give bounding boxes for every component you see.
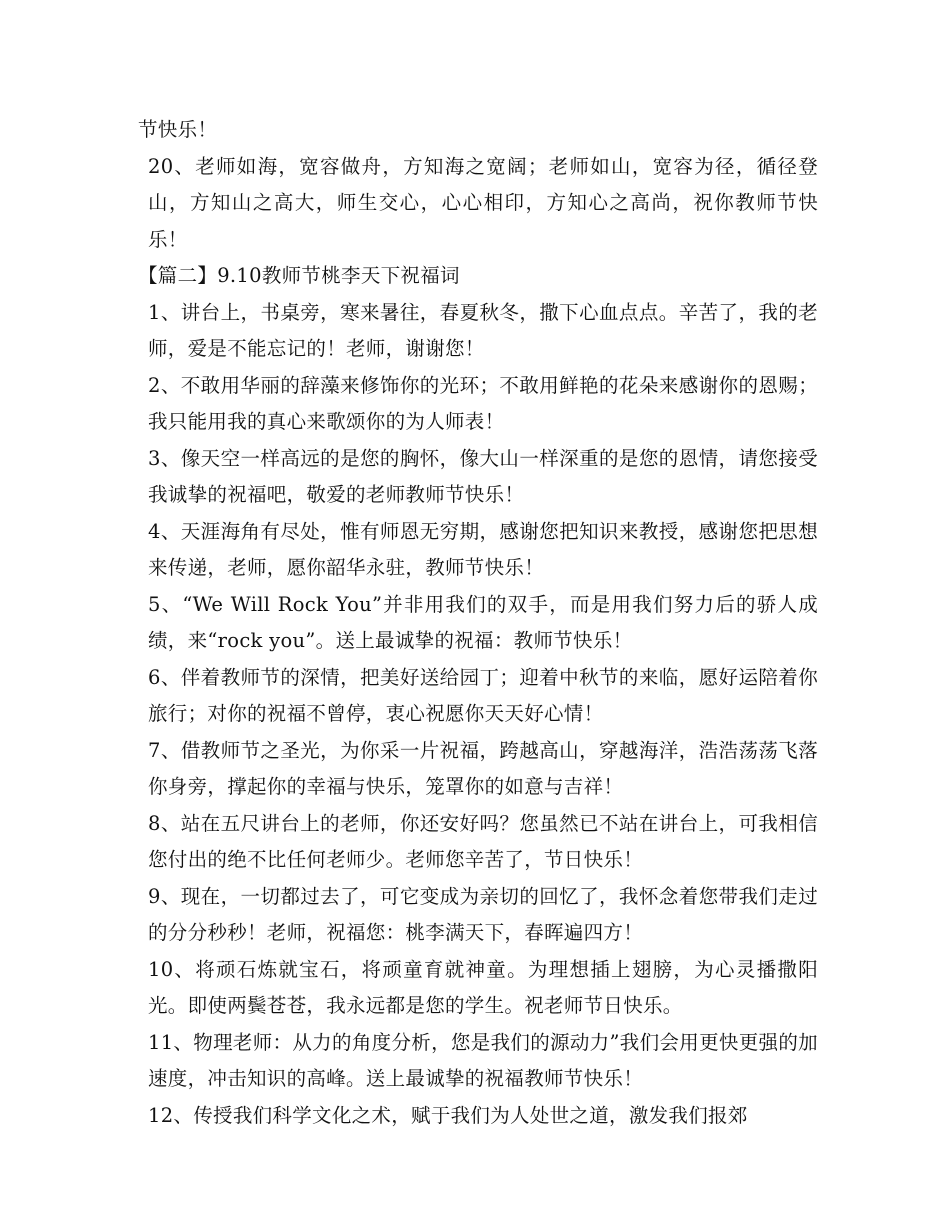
blessing-item-20: 20、老师如海，宽容做舟，方知海之宽阔；老师如山，宽容为径，循径登山，方知山之高大，师生交心，心心相印，方知心之高尚，祝你教师节快乐！ [148,154,818,251]
blessing-item-9: 9、现在，一切都过去了，可它变成为亲切的回忆了，我怀念着您带我们走过的分分秒秒！老师，祝福您：桃李满天下，春晖遍四方！ [148,884,818,944]
blessing-item-7: 7、借教师节之圣光，为你采一片祝福，跨越高山，穿越海洋，浩浩荡荡飞落你身旁，撑起你的幸福与快乐，笼罩你的如意与吉祥！ [148,738,818,798]
blessing-item-6: 6、伴着教师节的深情，把美好送给园丁；迎着中秋节的来临，愿好运陪着你旅行；对你的祝福不曾停，衷心祝愿你天天好心情！ [148,665,818,725]
blessing-item-10: 10、将顽石炼就宝石，将顽童育就神童。为理想插上翅膀，为心灵播撒阳光。即使两鬓苍苍，我永远都是您的学生。祝老师节日快乐。 [148,957,818,1017]
blessing-item-2: 2、不敢用华丽的辞藻来修饰你的光环；不敢用鲜艳的花朵来感谢你的恩赐；我只能用我的真心来歌颂你的为人师表！ [148,373,818,433]
document-body [138,112,818,1134]
blessing-item-5: 5、“We Will Rock You”并非用我们的双手，而是用我们努力后的骄人成绩，来“rock you”。送上最诚挚的祝福：教师节快乐！ [148,592,818,652]
blessing-item-12: 12、传授我们科学文化之术，赋于我们为人处世之道，激发我们报郊 [148,1103,748,1127]
blessing-item-3: 3、像天空一样高远的是您的胸怀，像大山一样深重的是您的恩情，请您接受我诚挚的祝福吧，敬爱的老师教师节快乐！ [148,446,818,506]
section-heading: 【篇二】9.10教师节桃李天下祝福词 [138,264,460,287]
blessing-item-4: 4、天涯海角有尽处，惟有师恩无穷期，感谢您把知识来教授，感谢您把思想来传递，老师，愿你韶华永驻，教师节快乐！ [148,519,818,579]
blessing-item-11: 11、物理老师：从力的角度分析，您是我们的源动力”我们会用更快更强的加速度，冲击知识的高峰。送上最诚挚的祝福教师节快乐！ [148,1030,818,1090]
blessing-item-1: 1、讲台上，书桌旁，寒来暑往，春夏秋冬，撒下心血点点。辛苦了，我的老师，爱是不能忘记的！老师，谢谢您！ [148,300,818,360]
paragraph-continuation: 节快乐！ [138,118,218,141]
blessing-item-8: 8、站在五尺讲台上的老师，你还安好吗？您虽然已不站在讲台上，可我相信您付出的绝不比任何老师少。老师您辛苦了，节日快乐！ [148,811,818,871]
